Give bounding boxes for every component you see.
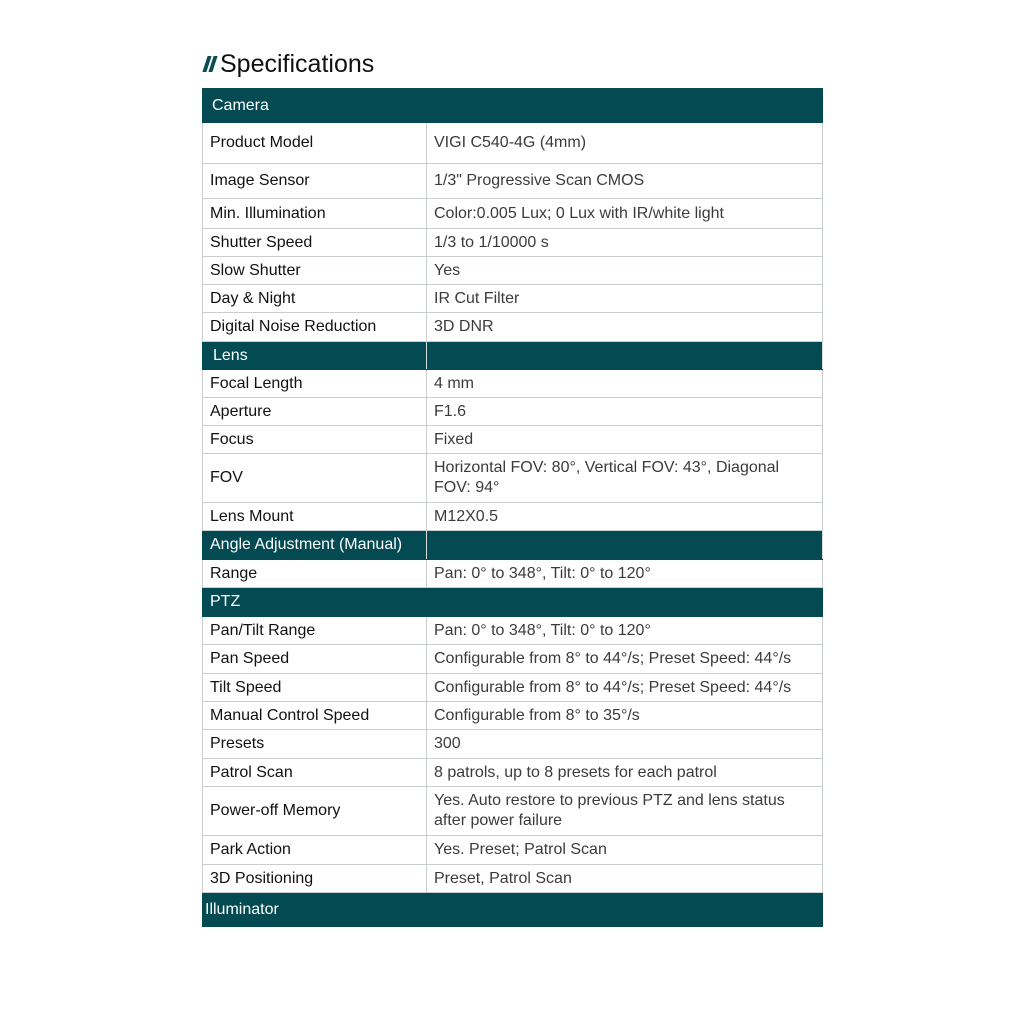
- section-header-camera: [203, 89, 823, 123]
- spec-value: [427, 454, 823, 503]
- spec-label: Tilt Speed: [203, 674, 427, 702]
- spec-value: 1/3 to 1/10000 s: [427, 229, 823, 257]
- spec-value: Configurable from 8° to 35°/s: [427, 702, 823, 730]
- spec-label: Lens Mount: [203, 503, 427, 531]
- table-row: [203, 370, 823, 398]
- spec-label: Patrol Scan: [203, 759, 427, 787]
- table-row: [203, 257, 823, 285]
- spec-value: Yes: [427, 257, 823, 285]
- spec-value: Fixed: [427, 426, 823, 454]
- spec-value: 3D DNR: [427, 313, 823, 342]
- spec-value-line: Horizontal FOV: 80°, Vertical FOV: 43°, Diagonal: [434, 459, 780, 476]
- spec-label: Image Sensor: [203, 164, 427, 199]
- section-header-illuminator: [203, 893, 823, 927]
- spec-value-line: Yes. Auto restore to previous PTZ and lens status: [434, 792, 785, 809]
- spec-value-line: FOV: 94°: [434, 479, 500, 496]
- spec-label: Range: [203, 560, 427, 588]
- spec-label: Park Action: [203, 836, 427, 865]
- section-header-angle-adjustment: [203, 531, 823, 560]
- spec-value: IR Cut Filter: [427, 285, 823, 313]
- spec-value: [427, 787, 823, 836]
- spec-label: Pan/Tilt Range: [203, 617, 427, 645]
- section-title: PTZ: [203, 588, 823, 617]
- section-title: Angle Adjustment (Manual): [203, 531, 427, 560]
- spec-value: Preset, Patrol Scan: [427, 865, 823, 893]
- spec-value: Configurable from 8° to 44°/s; Preset Speed: 44°/s: [427, 645, 823, 674]
- table-row: [203, 560, 823, 588]
- section-title: Camera: [203, 89, 823, 123]
- table-row: [203, 199, 823, 229]
- table-row: [203, 454, 823, 503]
- spec-label: Slow Shutter: [203, 257, 427, 285]
- section-header-ptz: [203, 588, 823, 617]
- section-header-empty-cell: [427, 531, 823, 560]
- spec-label: Shutter Speed: [203, 229, 427, 257]
- spec-value: 8 patrols, up to 8 presets for each patrol: [427, 759, 823, 787]
- spec-label: Focal Length: [203, 370, 427, 398]
- page-title-block: [202, 48, 374, 80]
- spec-value: 1/3" Progressive Scan CMOS: [427, 164, 823, 199]
- specifications-table: [202, 88, 823, 927]
- spec-label: Day & Night: [203, 285, 427, 313]
- table-row: [203, 426, 823, 454]
- table-row: [203, 398, 823, 426]
- spec-value: Yes. Preset; Patrol Scan: [427, 836, 823, 865]
- table-row: [203, 787, 823, 836]
- spec-label: 3D Positioning: [203, 865, 427, 893]
- section-header-empty-cell: [427, 342, 823, 370]
- table-row: [203, 123, 823, 164]
- spec-label: Manual Control Speed: [203, 702, 427, 730]
- title-slash-icon: [202, 55, 218, 73]
- spec-value: 4 mm: [427, 370, 823, 398]
- table-row: [203, 285, 823, 313]
- spec-label: Focus: [203, 426, 427, 454]
- table-row: [203, 164, 823, 199]
- table-row: [203, 759, 823, 787]
- spec-value: Color:0.005 Lux; 0 Lux with IR/white light: [427, 199, 823, 229]
- section-title: Lens: [203, 342, 427, 370]
- spec-value: VIGI C540-4G (4mm): [427, 123, 823, 164]
- spec-value: Pan: 0° to 348°, Tilt: 0° to 120°: [427, 617, 823, 645]
- spec-label: Pan Speed: [203, 645, 427, 674]
- section-header-lens: [203, 342, 823, 370]
- spec-label: FOV: [203, 454, 427, 503]
- table-row: [203, 229, 823, 257]
- spec-label: Aperture: [203, 398, 427, 426]
- spec-label: Product Model: [203, 123, 427, 164]
- spec-label: Min. Illumination: [203, 199, 427, 229]
- spec-label: Presets: [203, 730, 427, 759]
- spec-label: Digital Noise Reduction: [203, 313, 427, 342]
- spec-value-line: after power failure: [434, 812, 563, 829]
- table-row: [203, 730, 823, 759]
- table-row: [203, 836, 823, 865]
- table-row: [203, 617, 823, 645]
- table-row: [203, 702, 823, 730]
- table-row: [203, 674, 823, 702]
- page-title: Specifications: [220, 50, 375, 78]
- spec-value: M12X0.5: [427, 503, 823, 531]
- spec-value: F1.6: [427, 398, 823, 426]
- spec-value: Configurable from 8° to 44°/s; Preset Speed: 44°/s: [427, 674, 823, 702]
- spec-value: 300: [427, 730, 823, 759]
- section-title: Illuminator: [203, 893, 823, 927]
- spec-label: Power-off Memory: [203, 787, 427, 836]
- spec-value: Pan: 0° to 348°, Tilt: 0° to 120°: [427, 560, 823, 588]
- table-row: [203, 645, 823, 674]
- table-row: [203, 313, 823, 342]
- table-row: [203, 503, 823, 531]
- table-row: [203, 865, 823, 893]
